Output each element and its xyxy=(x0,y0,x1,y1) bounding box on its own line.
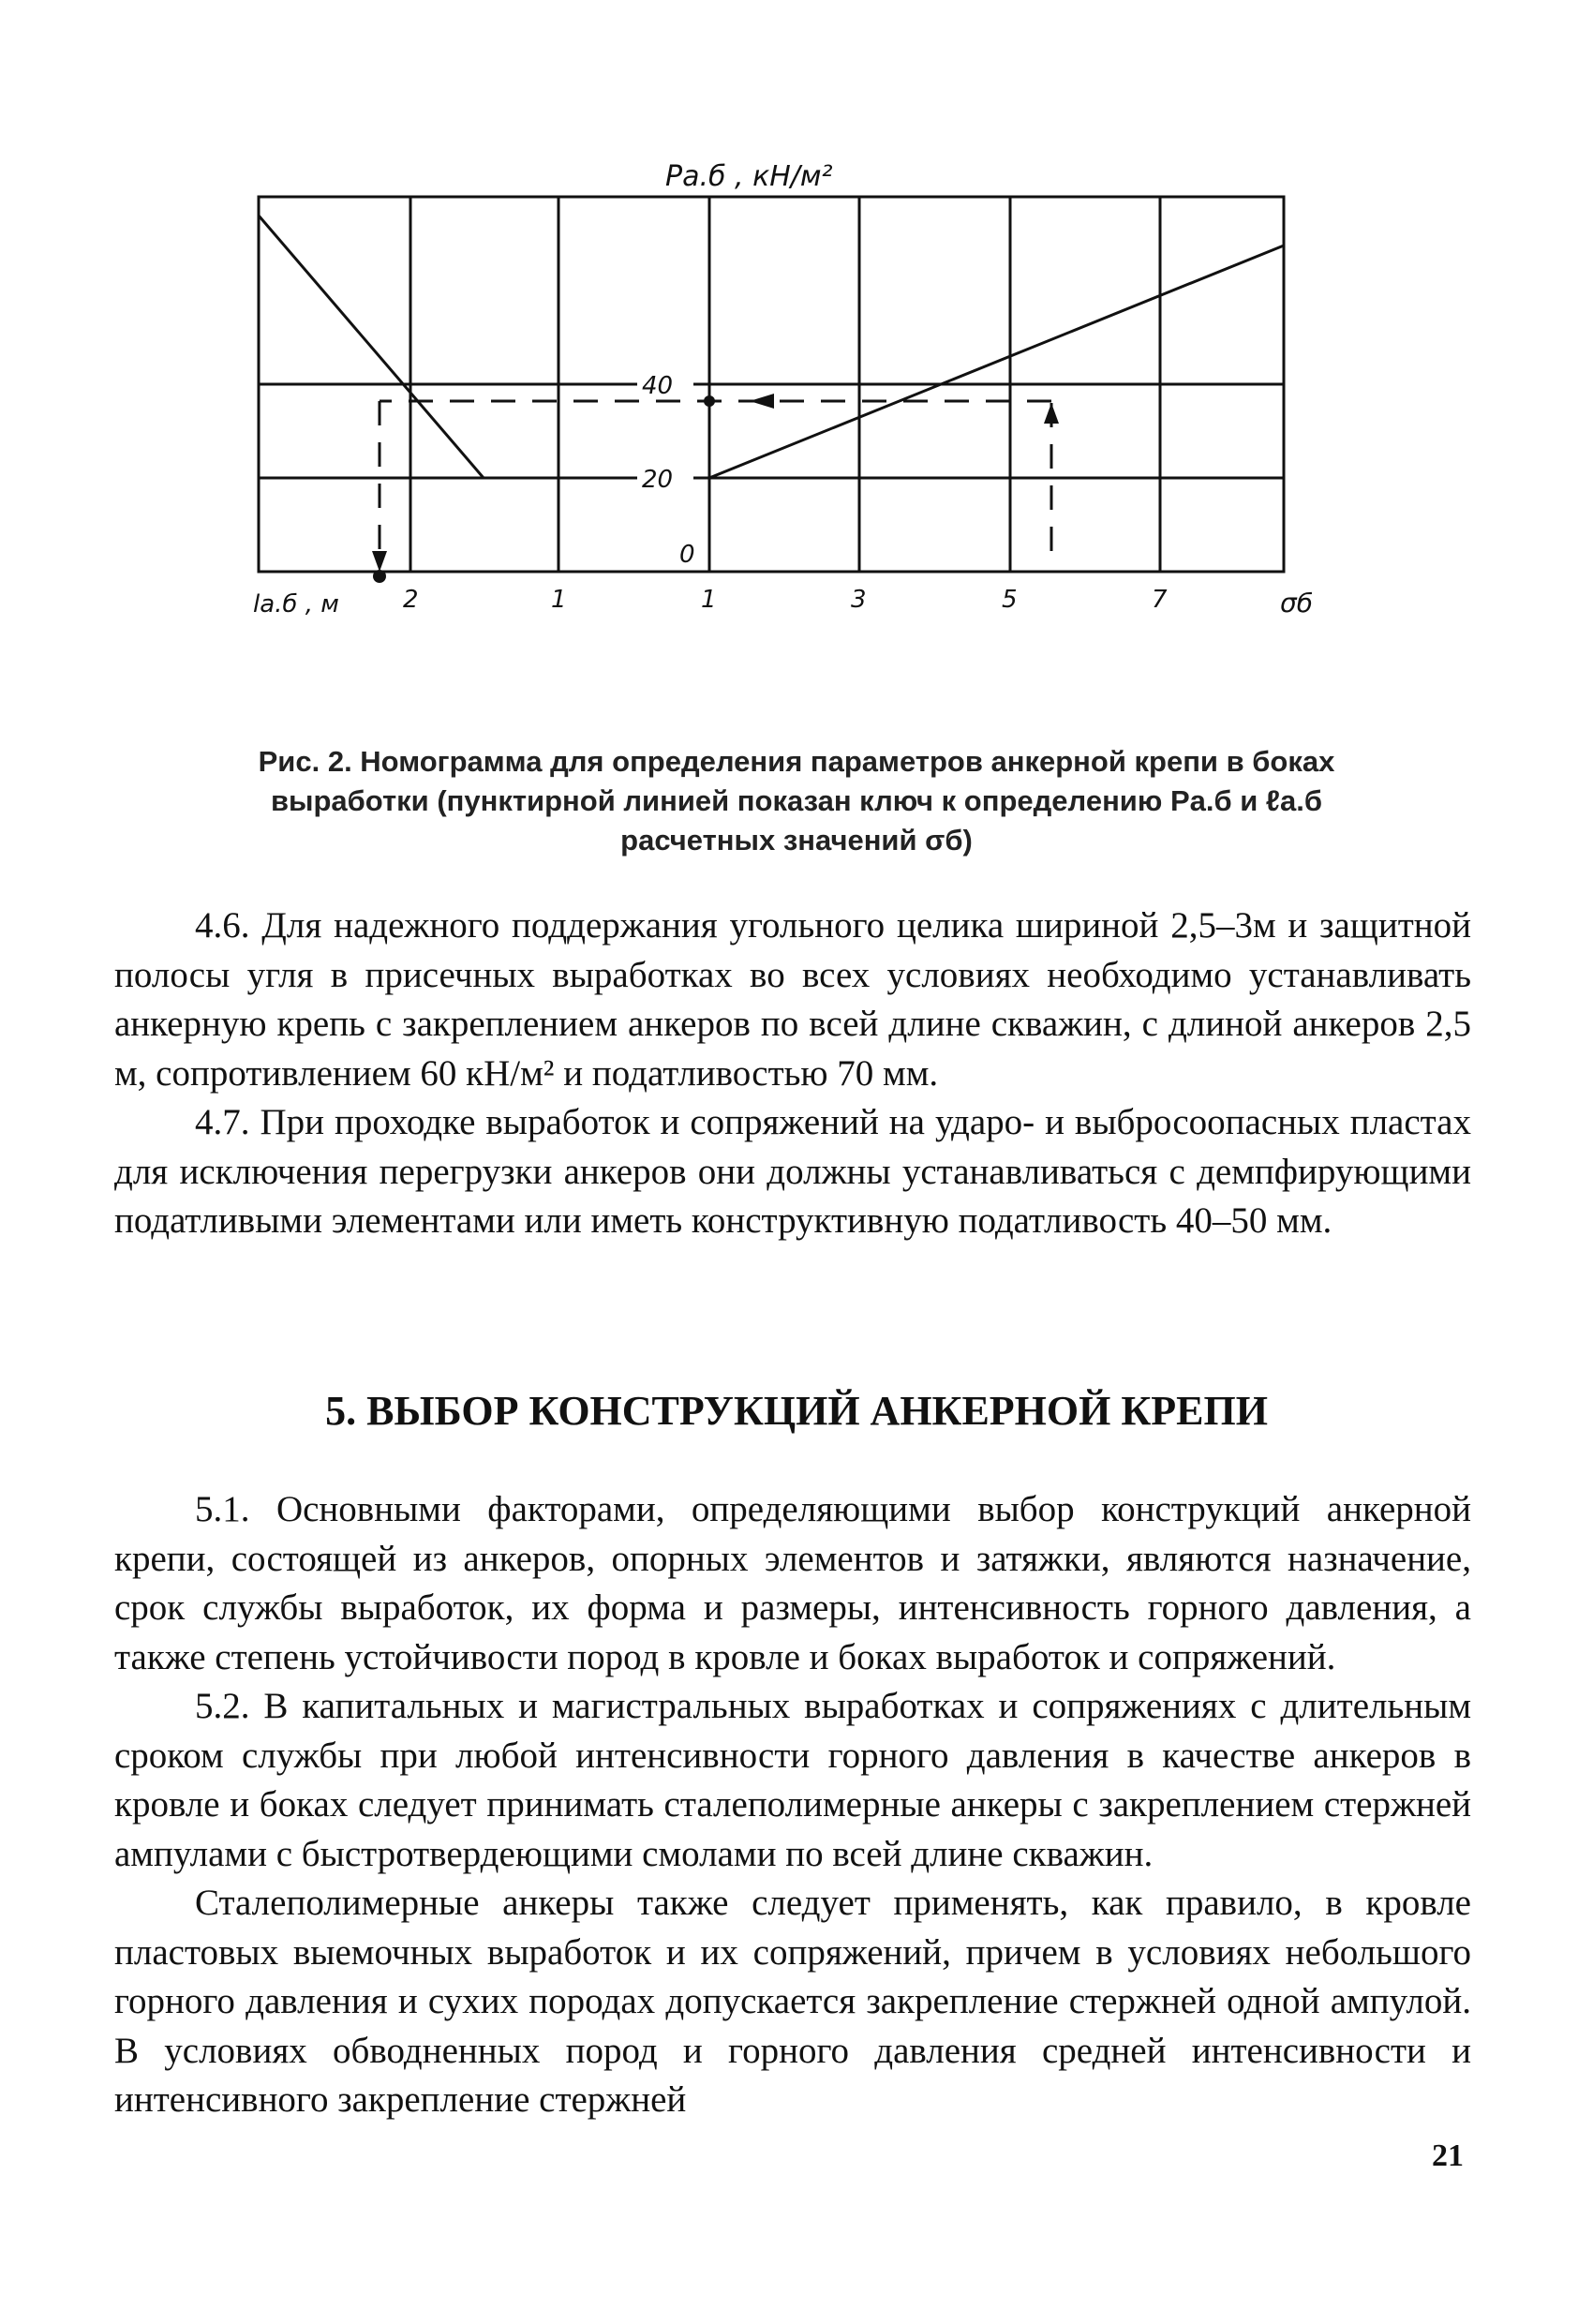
arrow-down xyxy=(372,551,387,572)
nomogram-figure xyxy=(225,150,1368,712)
axis-intersection-dot xyxy=(704,395,715,407)
text-block-before xyxy=(114,901,1471,1246)
y-tick-40: 40 xyxy=(642,372,674,400)
figure-caption: Рис. 2. Номограмма для определения параметров анкерной крепи в боках выработки (пунктирной линией показан ключ к определению Pа.б и ℓа.б расчетных значений σб) xyxy=(258,745,1335,857)
resistance-line xyxy=(709,246,1284,478)
paragraph: 5.1. Основными факторами, определяющими выбор конструкций анкерной крепи, состоящей из анкеров, опорных элементов и затяжки, являются назначение, срок службы выработок, их форма и размеры, интенсивность горного давления, а также степень устойчивости пород в кровле и боках выработок и сопряжений. xyxy=(114,1489,1471,1677)
x-tick-label: 7 xyxy=(1152,586,1168,614)
y-tick-20: 20 xyxy=(642,466,674,494)
arrow-up xyxy=(1044,403,1059,424)
anchor-length-line xyxy=(259,216,484,478)
page-number: 21 xyxy=(1432,2138,1464,2173)
x-tick-label: 5 xyxy=(1002,586,1018,614)
grid-lines xyxy=(259,197,1284,572)
section-heading: 5. ВЫБОР КОНСТРУКЦИЙ АНКЕРНОЙ КРЕПИ xyxy=(325,1388,1268,1434)
paragraph: 5.2. В капитальных и магистральных выработках и сопряжениях с длительным сроком службы при любой интенсивности горного давления в качестве анкеров в кровле и боках следует принимать сталеполимерные анкеры с закреплением стержней ампулами с быстротвердеющими смолами по всей длине скважин. xyxy=(114,1686,1471,1874)
paragraph: 4.7. При проходке выработок и сопряжений на ударо- и выбросоопасных пластах для исключения перегрузки анкеров они должны устанавливаться с демпфирующими податливыми элементами или иметь конструктивную податливость 40–50 мм. xyxy=(114,1102,1471,1241)
x-tick-label: 2 xyxy=(403,586,419,614)
key-path xyxy=(380,401,1051,562)
paragraph: Сталеполимерные анкеры также следует применять, как правило, в кровле пластовых выемочных выработок и их сопряжений, причем в условиях небольшого горного давления и сухих породах допускается закрепление стержней одной ампулой. В условиях обводненных пород и горного давления средней интенсивности и интенсивного закрепление стержней xyxy=(114,1883,1471,2120)
paragraph: 4.6. Для надежного поддержания угольного целика шириной 2,5–3м и защитной полосы угля в присечных выработках во всех условиях необходимо устанавливать анкерную крепь с закреплением анкеров по всей длине скважин, с длиной анкеров 2,5 м, сопротивлением 60 кН/м² и податливостью 70 мм. xyxy=(114,905,1471,1094)
end-point-dot xyxy=(373,570,386,583)
y-axis-label: Pa.б , кН/м² xyxy=(665,160,833,193)
y-tick-0: 0 xyxy=(679,541,695,569)
text-block-after xyxy=(114,1485,1471,2125)
x-tick-label: 1 xyxy=(551,586,567,614)
x-left-axis-label: la.б , м xyxy=(253,590,339,618)
arrow-left xyxy=(750,394,774,409)
x-right-axis-label: σб xyxy=(1280,588,1314,618)
x-tick-label: 1 xyxy=(701,586,717,614)
x-tick-label: 3 xyxy=(851,586,867,614)
